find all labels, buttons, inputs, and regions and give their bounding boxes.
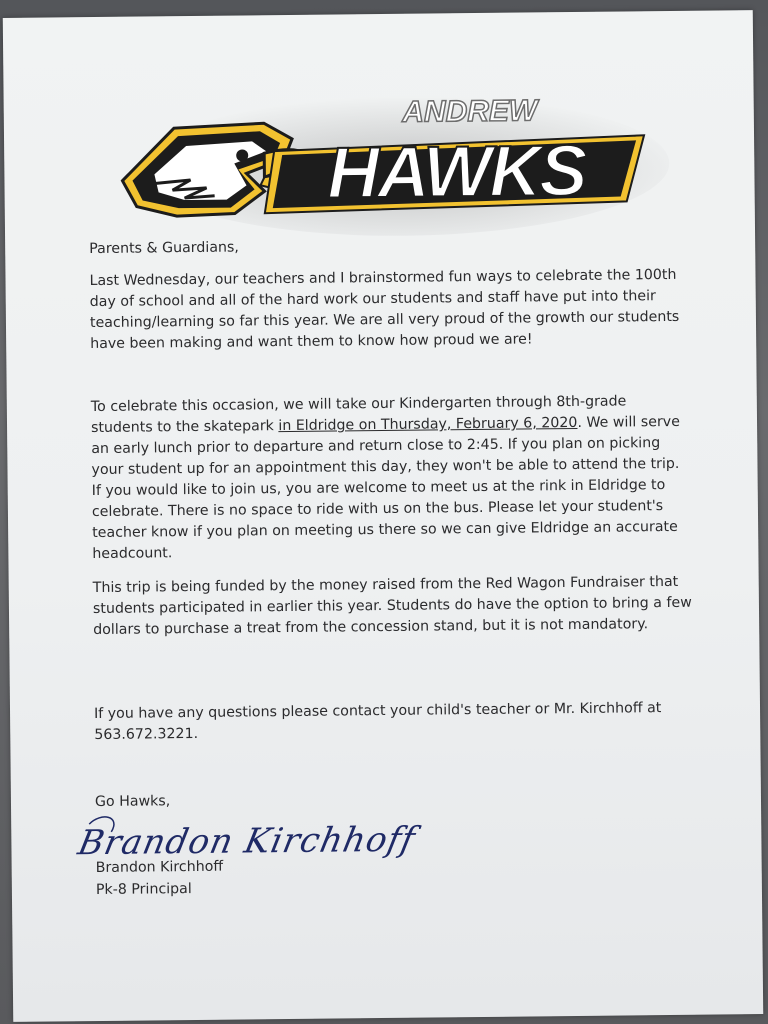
letter-closing: Go Hawks, (94, 793, 171, 811)
andrew-hawks-logo (114, 83, 656, 237)
paragraph-4-text: If you have any questions please contact your child's teacher or Mr. Kirchhoff at 563.672.3221. (93, 700, 662, 744)
logo-hawks-word: HAWKS (326, 130, 586, 214)
signature-block (96, 856, 224, 901)
paragraph-2-lead: To celebrate this occasion, we will take our Kindergarten through 8th-grade students to the skatepark (90, 393, 627, 437)
trip-date-underlined: in Eldridge on Thursday, February 6, 2020 (278, 414, 578, 435)
logo-graphic (114, 83, 656, 237)
signature-script: Brandon Kirchhoff (74, 819, 419, 864)
signer-name: Brandon Kirchhoff (95, 858, 224, 877)
letter-paragraph-4 (94, 698, 694, 746)
signer-title: Pk-8 Principal (95, 881, 192, 899)
letter-paper (3, 10, 763, 1022)
letter-salutation: Parents & Guardians, (89, 239, 239, 258)
paragraph-3-text: This trip is being funded by the money raised from the Red Wagon Fundraiser that students participated in earlier this year. Students do have the option to bring a few dollars to purchase a treat from the concession stand, but it is not mandatory. (92, 573, 692, 639)
letter-paragraph-3 (93, 572, 694, 641)
letter-paragraph-1 (89, 265, 690, 355)
paragraph-2-rest: . We will serve an early lunch prior to departure and return close to 2:45. If you plan on picking your student up for an appointment this day, they won't be able to attend the trip. If you would like to join us, you are welcome to meet us at the rink in Eldridge to celebrate. There is no space to ride with us on the bus. Please let your student's teacher know if you plan on meeting us there so we can give Eldridge an accurate headcount. (91, 413, 680, 563)
paragraph-1-text: Last Wednesday, our teachers and I brainstormed fun ways to celebrate the 100th day of school and all of the hard work our students and staff have put into their teaching/learning so far this year. We are all very proud of the growth our students have been making and want them to know how proud we are! (89, 266, 680, 353)
paragraph-2-text (91, 391, 693, 565)
letter-paragraph-2 (91, 391, 693, 565)
logo-andrew-word: ANDREW (402, 94, 538, 129)
